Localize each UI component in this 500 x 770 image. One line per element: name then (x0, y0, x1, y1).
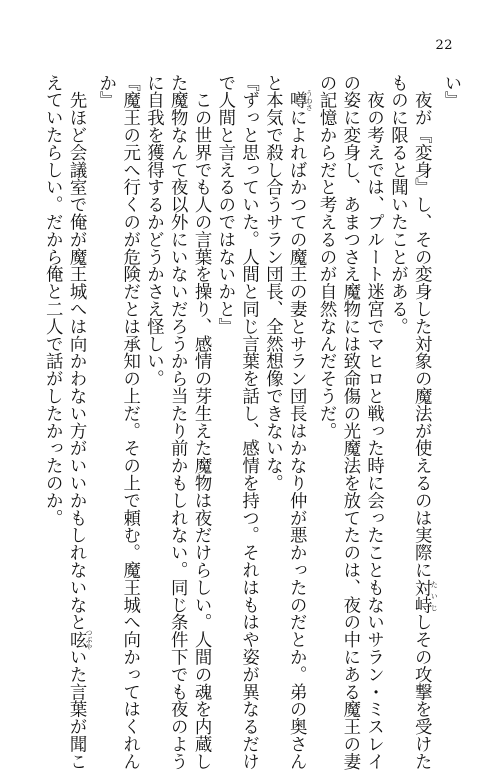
text-line-7: 噂 うわさによればかつての魔王の妻とサラン団長はかなり仲が悪かったのだとか。弟の奥さん (286, 89, 314, 770)
text-line-4: 夜の考えでは、プルート迷宮でマヒロと戦った時に会ったこともないサラン・ミスレイ (363, 74, 384, 770)
text-line-16: 先ほど会議室で俺が魔王城へは向かわない方がいいかもしれないなと呟 つぶやいた言葉が聞こ (66, 74, 94, 770)
text-line-6: の記憶からだと考えるのが自然なんだそうだ。 (316, 74, 337, 440)
vertical-text-body (32, 74, 462, 770)
text-line-5: の姿に変身し、あまつさえ魔物には致命傷の光魔法を放てたのは、夜の中にある魔王の妻 (339, 74, 360, 770)
text-line-8: と本気で殺し合うサラン団長、全然想像できないな。 (262, 74, 283, 492)
text-line-14: 『魔王の元へ行くのが危険だとは承知の上だ。その上で頼む。魔王城へ向かってはくれん (119, 74, 140, 770)
text-line-1: い』 (441, 74, 461, 109)
text-line-10: で人間と言えるのではないかと』 (214, 74, 235, 335)
page-number: 22 (435, 38, 453, 53)
ruby-taiji: 対峙 たいじ (411, 578, 439, 614)
text-line-3: ものに限ると聞いたことがある。 (387, 74, 408, 335)
text-line-15: か』 (95, 74, 116, 109)
text-line-9: 『ずっと思っていた。人間と同じ言葉を話し、感情を持つ。それはもはや姿が異なるだけ (238, 74, 259, 770)
text-line-17: えていたらしい。だから俺と二人で話がしたかったのか。 (42, 74, 63, 527)
text-line-13: に自我を獲得するかどうかさえ怪しい。 (143, 74, 164, 388)
text-line-11: この世界でも人の言葉を操り、感情の芽生えた魔物は夜だけらしい。人間の魂を内蔵し (191, 74, 212, 770)
text-line-2: 夜が『変身』し、その変身した対象の魔法が使えるのは実際に対峙 たいじしその攻撃を受けた (411, 74, 439, 770)
ruby-tsubuya: 呟 つぶや (66, 629, 94, 651)
text-line-12: た魔物なんて夜以外にいないだろうから当たり前かもしれない。同じ条件下でも夜のよう (167, 74, 188, 770)
ruby-uwasa: 噂 うわさ (286, 89, 314, 111)
